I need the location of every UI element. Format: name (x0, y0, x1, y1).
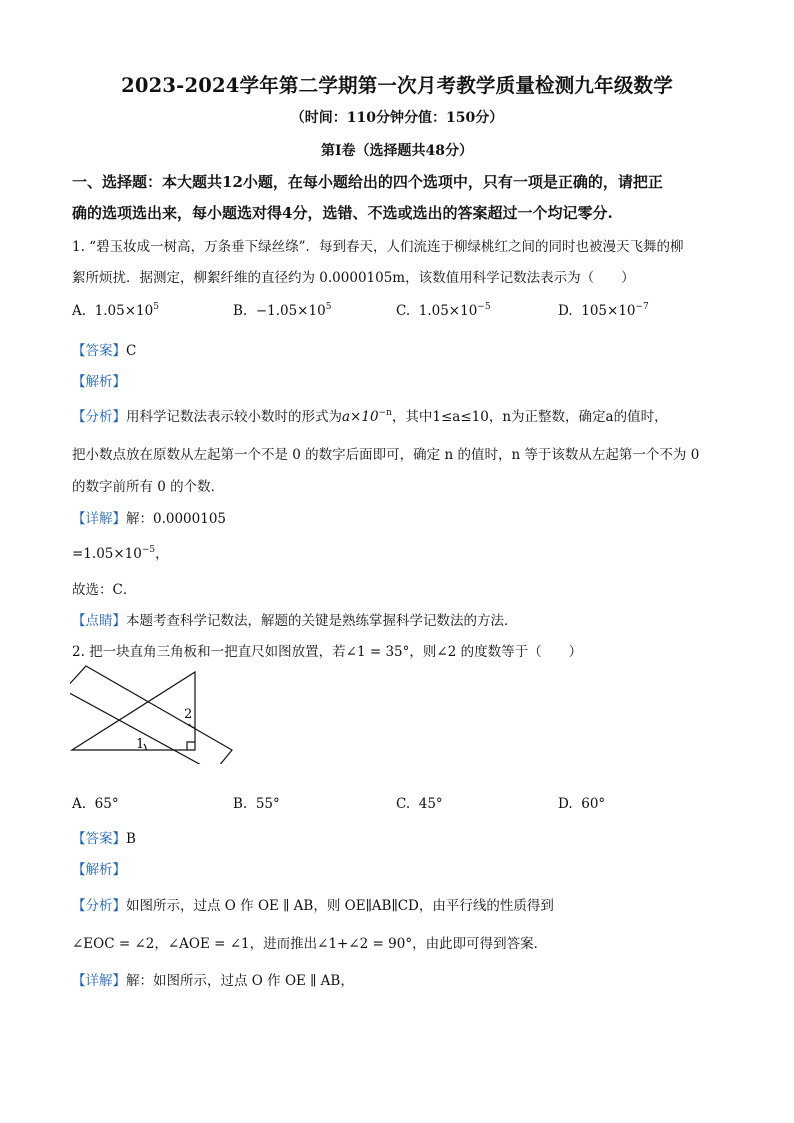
q1-option-b: B. $-1.05\times 10^5$ (233, 302, 332, 319)
q1-stem-line2: 絮所烦扰．据测定，柳絮纤维的直径约为 0.0000105m，该数值用科学记数法表示为（ ） (72, 270, 635, 286)
triangle-shape (72, 672, 195, 750)
angle2-label: 2 (184, 707, 193, 722)
q2-stem: 2. 把一块直角三角板和一把直尺如图放置，若∠1 = 35°，则∠2 的度数等于（ ） (72, 644, 583, 660)
q2-option-b: B. 55° (233, 796, 280, 812)
page-title: 2023-2024学年第二学期第一次月考教学质量检测九年级数学 (121, 74, 673, 97)
q1-option-c: C. $1.05\times 10^{-5}$ (396, 302, 491, 319)
q1-detail-line2: $=1.05\times 10^{-5}$， (72, 545, 169, 562)
q1-option-a: A. $1.05\times 10^5$ (72, 302, 159, 319)
q2-detail-line1: 【详解】解：如图所示，过点 O 作 OE ∥ AB， (72, 973, 354, 989)
right-angle-mark (187, 742, 195, 750)
section-heading-line2: 确的选项选出来，每小题选对得4分，选错、不选或选出的答案超过一个均记零分. (72, 204, 613, 222)
angle2-arc (189, 724, 195, 728)
exam-info: （时间：110分钟分值：150分） (290, 110, 504, 126)
q1-detail-line1: 【详解】解：0.0000105 (72, 511, 227, 527)
q2-figure (70, 664, 235, 764)
q1-fenxi-line1: 【分析】用科学记数法表示较小数时的形式为$a\times 10^{-n}$，其中1≤a≤10，n为正整数，确定a的值时， (72, 408, 668, 425)
q1-detail-line3: 故选：C． (72, 582, 137, 598)
q1-analysis-tag: 【解析】 (72, 374, 126, 390)
q2-fenxi-line2: ∠EOC = ∠2，∠AOE = ∠1，进而推出∠1+∠2 = 90°，由此即可得到答案． (72, 936, 548, 952)
angle1-label: 1 (136, 737, 145, 752)
q1-answer: 【答案】C (72, 343, 137, 359)
ruler-shape (70, 666, 232, 764)
q1-comment: 【点睛】本题考查科学记数法，解题的关键是熟练掌握科学记数法的方法． (72, 613, 518, 629)
section-heading-line1: 一、选择题：本大题共12小题，在每小题给出的四个选项中，只有一项是正确的，请把正 (72, 173, 663, 191)
q2-option-a: A. 65° (72, 796, 119, 812)
q2-fenxi-line1: 【分析】如图所示，过点 O 作 OE ∥ AB，则 OE∥AB∥CD，由平行线的性质得到 (72, 898, 554, 914)
q2-answer: 【答案】B (72, 831, 136, 847)
q1-fenxi-line3: 的数字前所有 0 的个数． (72, 479, 225, 495)
volume-heading: 第I卷（选择题共48分） (320, 143, 474, 159)
q2-option-d: D. 60° (558, 796, 606, 812)
q2-option-c: C. 45° (396, 796, 443, 812)
q2-analysis-tag: 【解析】 (72, 862, 126, 878)
angle1-arc (144, 744, 146, 750)
q1-stem-line1: 1. “碧玉妆成一树高，万条垂下绿丝绦”．每到春天，人们流连于柳绿桃红之间的同时也被漫天飞舞的柳 (72, 239, 684, 255)
q1-fenxi-line2: 把小数点放在原数从左起第一个不是 0 的数字后面即可，确定 n 的值时，n 等于该数从左起第一个不为 0 (72, 447, 700, 463)
q1-option-d: D. $105\times 10^{-7}$ (558, 302, 649, 319)
